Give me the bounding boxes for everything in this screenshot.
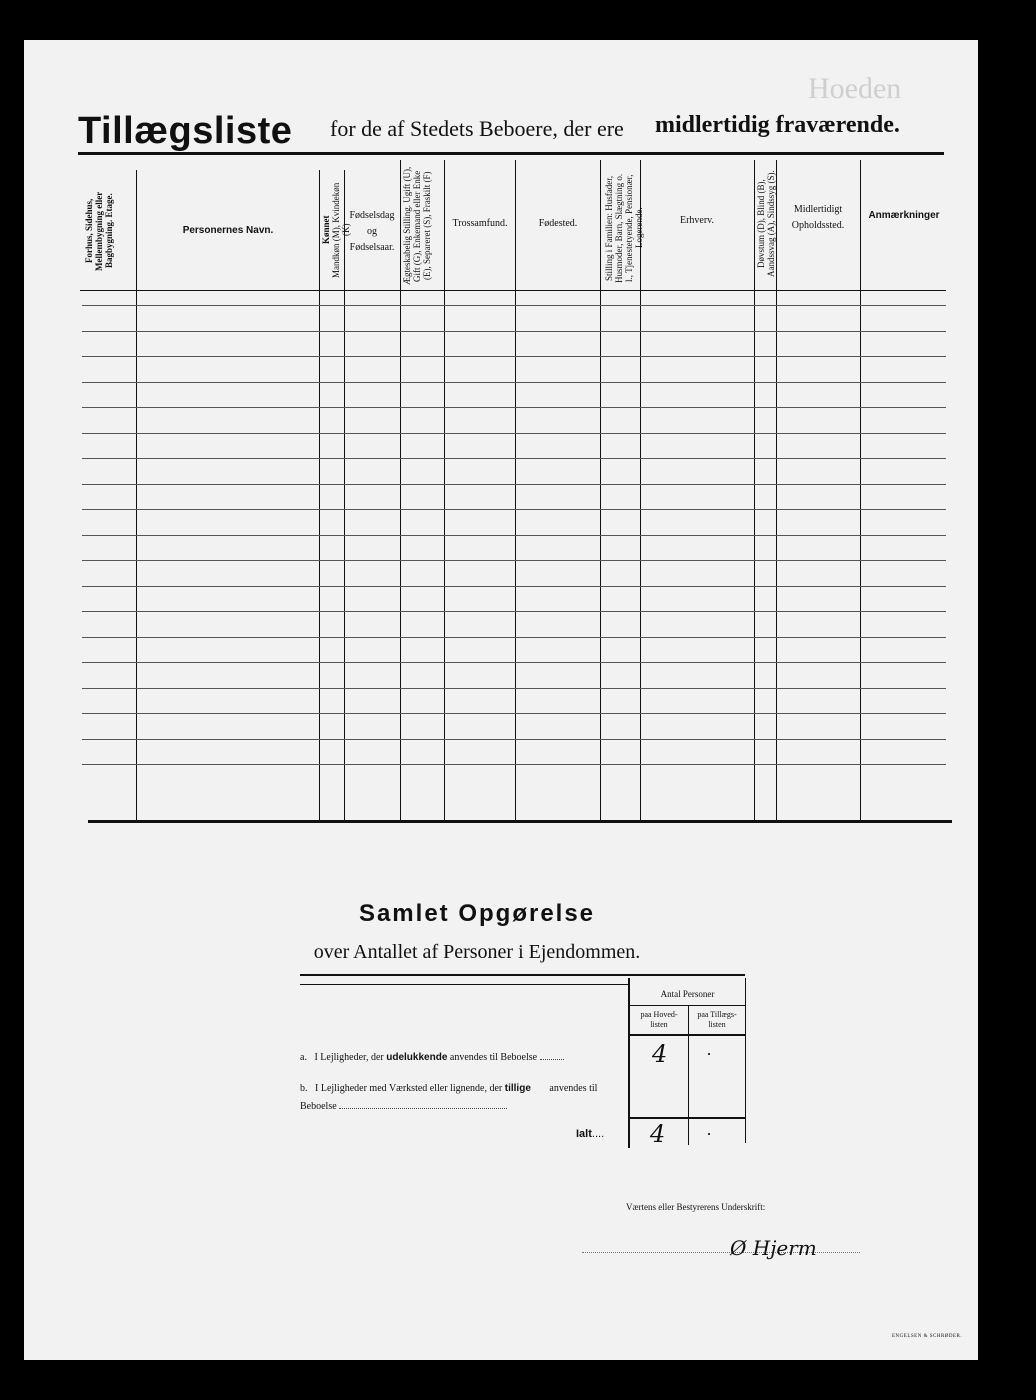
ialt-text: Ialt <box>576 1128 592 1140</box>
summary-header-rule <box>630 1034 745 1036</box>
col-divider <box>515 160 516 820</box>
header-disability: Døvstum (D), Blind (B), Aandssvag (A), Sindssyg (S). <box>756 170 776 278</box>
col-divider <box>400 160 401 820</box>
row-a-text1: I Lejligheder, der <box>314 1052 384 1063</box>
header-separator <box>80 290 946 291</box>
col-divider <box>776 160 777 820</box>
table-row-line <box>82 535 946 536</box>
ialt-label: Ialt.... <box>576 1128 605 1140</box>
table-row-line <box>82 484 946 485</box>
summary-title: Samlet Opgørelse <box>358 900 596 927</box>
row-b-text2: anvendes til Beboelse <box>300 1083 598 1112</box>
summary-col-right <box>745 978 746 1143</box>
header-birth-a: Fødselsdag <box>349 210 395 221</box>
row-b-prefix: b. <box>300 1083 308 1094</box>
col-divider <box>344 170 345 820</box>
row-a-label <box>300 1052 620 1063</box>
col-divider <box>600 160 601 820</box>
header-birthplace: Fødested. <box>538 218 578 229</box>
summary-second-rule <box>300 984 628 985</box>
header-sex-b: Mandkøn (M), Kvindekøn (K) <box>331 182 351 278</box>
table-row-line <box>82 586 946 587</box>
col-divider <box>444 160 445 820</box>
table-row-line <box>82 637 946 638</box>
table-row-line <box>82 509 946 510</box>
summary-total-rule <box>630 1117 745 1119</box>
table-row-line <box>82 611 946 612</box>
table-row-line <box>82 382 946 383</box>
header-name: Personernes Navn. <box>182 225 274 236</box>
row-a-prefix: a. <box>300 1052 307 1063</box>
printer-imprint: ENGELSEN & SCHRØDER. <box>892 1334 963 1339</box>
col-divider <box>754 160 755 820</box>
col-divider <box>860 160 861 820</box>
table-row-line <box>82 458 946 459</box>
summary-subtitle: over Antallet af Personer i Ejendommen. <box>313 941 641 963</box>
header-temp-residence-b: Opholdssted. <box>791 220 845 231</box>
form-sheet <box>24 40 978 1360</box>
row-a-hoved-value: 4 <box>652 1040 668 1068</box>
header-religion: Trossamfund. <box>452 218 508 229</box>
summary-col-left <box>628 978 630 1148</box>
table-row-line <box>82 433 946 434</box>
row-a-tillaeg-value: · <box>706 1044 712 1064</box>
table-row-line <box>82 560 946 561</box>
signature-line <box>582 1252 860 1253</box>
col-divider <box>136 170 137 820</box>
table-row-line <box>82 713 946 714</box>
antal-personer-label: Antal Personer <box>660 989 715 999</box>
stamp-text: Hoeden <box>808 72 902 105</box>
row-b-label <box>300 1080 625 1116</box>
header-occupation: Erhverv. <box>679 215 715 226</box>
table-row-line <box>82 662 946 663</box>
table-row-line <box>82 356 946 357</box>
col-divider <box>640 160 641 820</box>
row-b-bold: tillige <box>504 1083 531 1094</box>
header-temp-residence-a: Midlertidigt <box>793 204 843 215</box>
header-marital: Ægteskabelig Stilling. Ugift (U), Gift (G), Enkemand eller Enke (E), Separeret (S), Fraskilt (F) <box>402 166 432 286</box>
col-tillaegslisten-label: paa Tillægs-listen <box>697 1010 737 1029</box>
form-subtitle: for de af Stedets Beboere, der ere <box>330 116 624 141</box>
row-a-text2: anvendes til Beboelse <box>449 1052 538 1063</box>
ialt-tillaeg-value: · <box>706 1124 712 1144</box>
table-row-line <box>82 739 946 740</box>
col-divider <box>319 170 320 820</box>
row-b-text1: I Lejligheder med Værksted eller lignende, der <box>315 1083 503 1094</box>
header-birth-c: Fødselsaar. <box>349 242 395 253</box>
table-row-line <box>82 407 946 408</box>
header-remarks: Anmærkninger <box>868 210 940 221</box>
header-family-position: Stilling i Familien: Husfader, Husmoder, Barn, Slægtning o. l., Tjenestetyende, Pensionær, Logerende. <box>604 173 644 283</box>
summary-subheader-rule <box>630 1005 745 1006</box>
summary-top-rule <box>300 974 745 976</box>
header-sex-a: Kønnet <box>321 215 331 245</box>
handwritten-signature: Ø Hjerm <box>730 1236 817 1260</box>
table-row-line <box>82 688 946 689</box>
table-row-line <box>82 305 946 306</box>
header-building: Forhus, Sidehus, Mellembygning eller Bagbygning. Etage. <box>84 191 114 271</box>
ialt-hoved-value: 4 <box>650 1120 666 1148</box>
row-a-bold: udelukkende <box>386 1052 448 1063</box>
table-bottom-rule <box>88 820 952 823</box>
table-top-rule <box>78 152 944 155</box>
col-hovedlisten-label: paa Hoved-listen <box>640 1010 678 1029</box>
signature-label: Værtens eller Bestyrerens Underskrift: <box>626 1202 766 1212</box>
header-birth-b: og <box>367 226 377 237</box>
summary-col-mid <box>688 1005 689 1145</box>
table-row-line <box>82 331 946 332</box>
table-row-line <box>82 764 946 765</box>
form-title: Tillægsliste <box>78 110 293 152</box>
form-subtitle-bold: midlertidig fraværende. <box>655 112 900 138</box>
